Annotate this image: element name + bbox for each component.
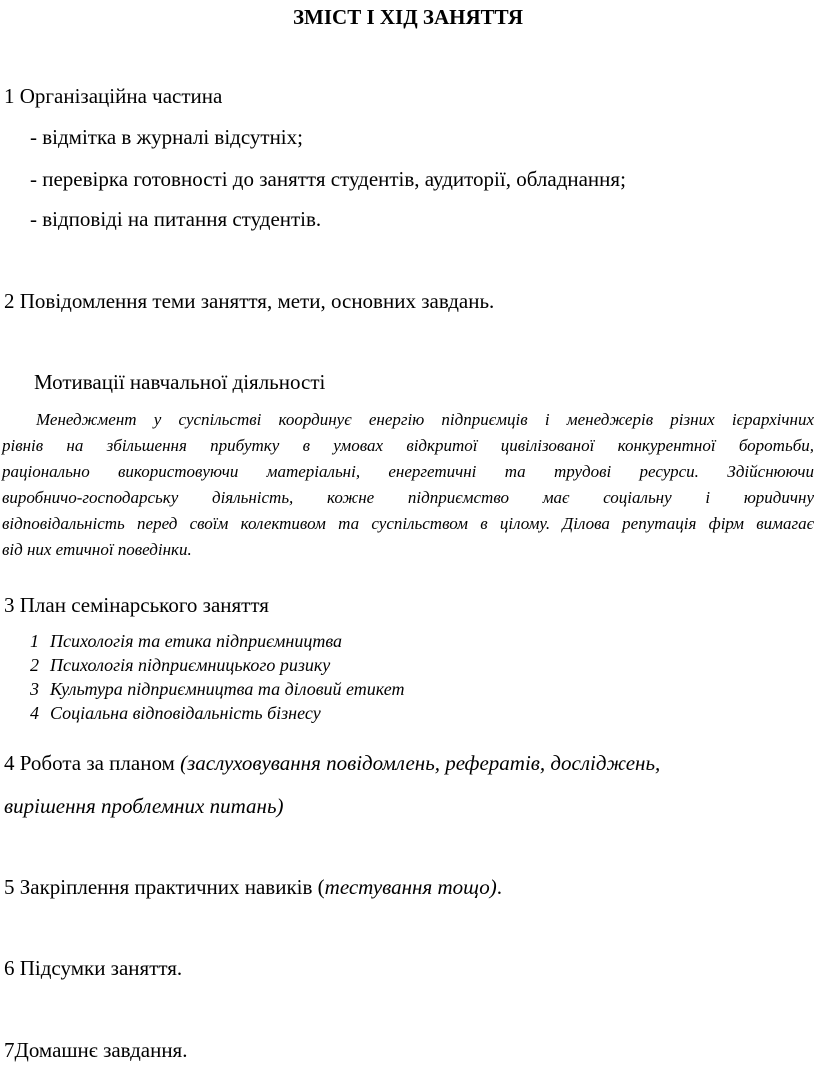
motivation-heading: Мотивації навчальної діяльності [34,370,326,394]
section-1-heading: 1 Організаційна частина [4,84,223,108]
section-3-heading: 3 План семінарського заняття [4,593,269,617]
seminar-plan-list [30,629,405,725]
list-item [30,629,405,653]
section-5-heading: 5 Закріплення практичних навиків ( [4,875,325,899]
section-2-heading: 2 Повідомлення теми заняття, мети, основних завдань. [4,289,495,313]
section-4-note: (заслуховування повідомлень, рефератів, досліджень, [180,751,661,775]
paragraph-line: рівнів на збільшення прибутку в умовах відкритої цивілізованої конкурентної боротьби, [2,436,814,455]
section-5-note: тестування тощо) [324,875,497,899]
paragraph-line: від них етичної поведінки. [2,540,192,559]
section-6-heading: 6 Підсумки заняття. [4,956,183,980]
page-title: ЗМІСТ І ХІД ЗАНЯТТЯ [292,5,524,29]
list-item-number: 3 [30,679,39,699]
list-item-text: Психологія та етика підприємництва [50,631,343,651]
list-item [30,677,405,701]
paragraph-line: виробничо-господарську діяльність, кожне підприємство має соціальну і юридичну [2,488,814,507]
section-1-bullet: - відмітка в журналі відсутніх; [30,125,303,149]
motivation-paragraph [2,407,814,563]
list-item-number: 4 [30,703,39,723]
section-7-heading: 7Домашнє завдання. [4,1038,188,1062]
list-item-text: Соціальна відповідальність бізнесу [50,703,321,723]
list-item-text: Культура підприємництва та діловий етикет [50,679,405,699]
paragraph-line: Менеджмент у суспільстві координує енергію підприємців і менеджерів різних ієрархічних [36,410,814,429]
list-item-text: Психологія підприємницького ризику [50,655,331,675]
section-4-heading: 4 Робота за планом [4,751,175,775]
section-5-tail: . [496,875,502,899]
section-1-bullet: - перевірка готовності до заняття студентів, аудиторії, обладнання; [30,167,626,191]
list-item [30,653,405,677]
paragraph-line: відповідальність перед своїм колективом та суспільством в цілому. Ділова репутація фірм вимагає [2,514,814,533]
section-4-heading-line [4,750,660,776]
list-item-number: 2 [30,655,39,675]
paragraph-line: раціонально використовуючи матеріальні, енергетичні та трудові ресурси. Здійснюючи [2,462,814,481]
section-4-note-continued: вирішення проблемних питань) [4,794,284,818]
section-1-bullet: - відповіді на питання студентів. [30,207,322,231]
list-item [30,701,405,725]
section-5-heading-line [4,874,502,900]
list-item-number: 1 [30,631,39,651]
